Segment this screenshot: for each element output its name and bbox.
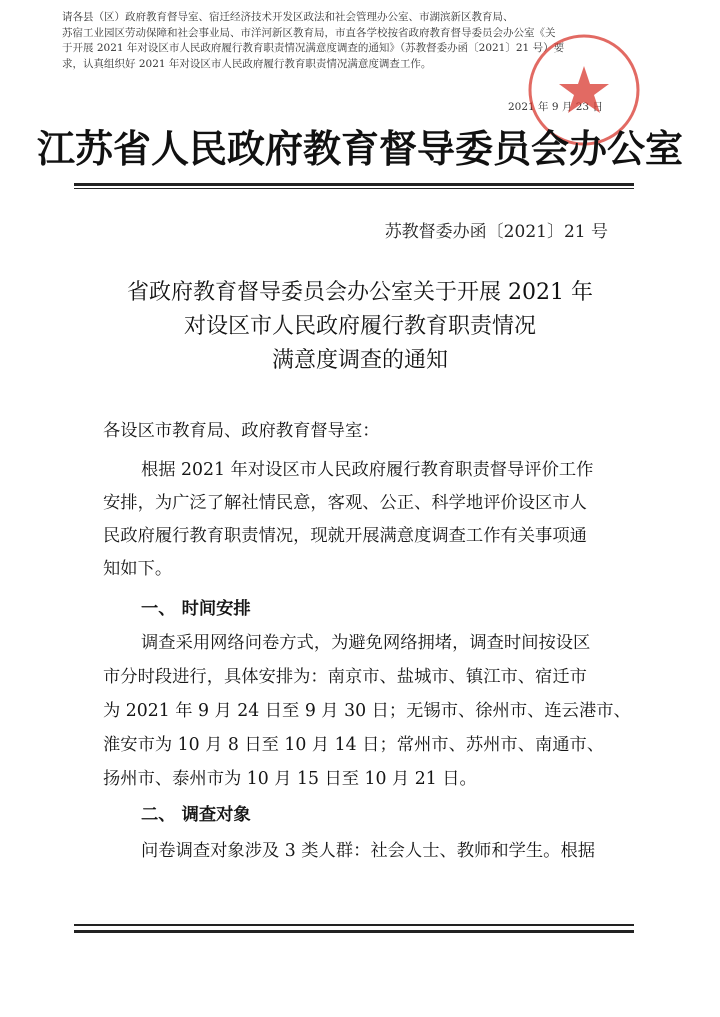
section-line: 扬州市、泰州市为 10 月 15 日至 10 月 21 日。 [103,769,477,789]
section-line: 市分时段进行，具体安排为：南京市、盐城市、镇江市、宿迁市 [103,667,587,687]
footer-rule [74,924,634,926]
title-line: 对设区市人民政府履行教育职责情况 [183,314,536,339]
cover-note-line: 于开展 2021 年对设区市人民政府履行教育职责情况满意度调查的通知》（苏教督委办函〔2021〕21 号）要 [62,42,565,54]
header-rule-thin [74,188,634,189]
cover-note-line: 求，认真组织好 2021 年对设区市人民政府履行教育职责情况满意度调查工作。 [62,57,432,70]
section-line: 为 2021 年 9 月 24 日至 9 月 30 日；无锡市、徐州市、连云港市、 [103,701,631,721]
intro-line: 知如下。 [103,559,173,579]
document-number: 苏教督委办函〔2021〕21 号 [384,222,608,242]
agency-name: 江苏省人民政府教育督导委员会办公室 [36,126,683,171]
section-line: 淮安市为 10 月 8 日至 10 月 14 日；常州市、苏州市、南通市、 [103,735,605,755]
section-heading: 一、 时间安排 [141,599,251,619]
title-line: 满意度调查的通知 [271,348,448,373]
cover-note-line: 请各县（区）政府教育督导室、宿迁经济技术开发区政法和社会管理办公室、市湖滨新区教育局、 [62,11,514,23]
intro-line: 民政府履行教育职责情况，现就开展满意度调查工作有关事项通 [103,526,587,546]
intro-line: 根据 2021 年对设区市人民政府履行教育职责督导评价工作 [141,460,594,480]
cover-note-line: 苏宿工业园区劳动保障和社会事业局、市洋河新区教育局，市直各学校按省政府教育督导委员会办公室《关 [62,26,556,39]
intro-line: 安排，为广泛了解社情民意，客观、公正、科学地评价设区市人 [103,493,587,513]
salutation: 各设区市教育局、政府教育督导室： [103,421,380,441]
header-rule [74,183,634,186]
section-line: 问卷调查对象涉及 3 类人群：社会人士、教师和学生。根据 [141,841,596,861]
footer-rule-thin [74,930,634,933]
cover-note-date: 2021 年 9 月 23 日 [508,101,603,113]
section-line: 调查采用网络问卷方式，为避免网络拥堵，调查时间按设区 [141,633,591,653]
title-line: 省政府教育督导委员会办公室关于开展 2021 年 [127,280,593,305]
section-heading: 二、 调查对象 [141,805,251,825]
